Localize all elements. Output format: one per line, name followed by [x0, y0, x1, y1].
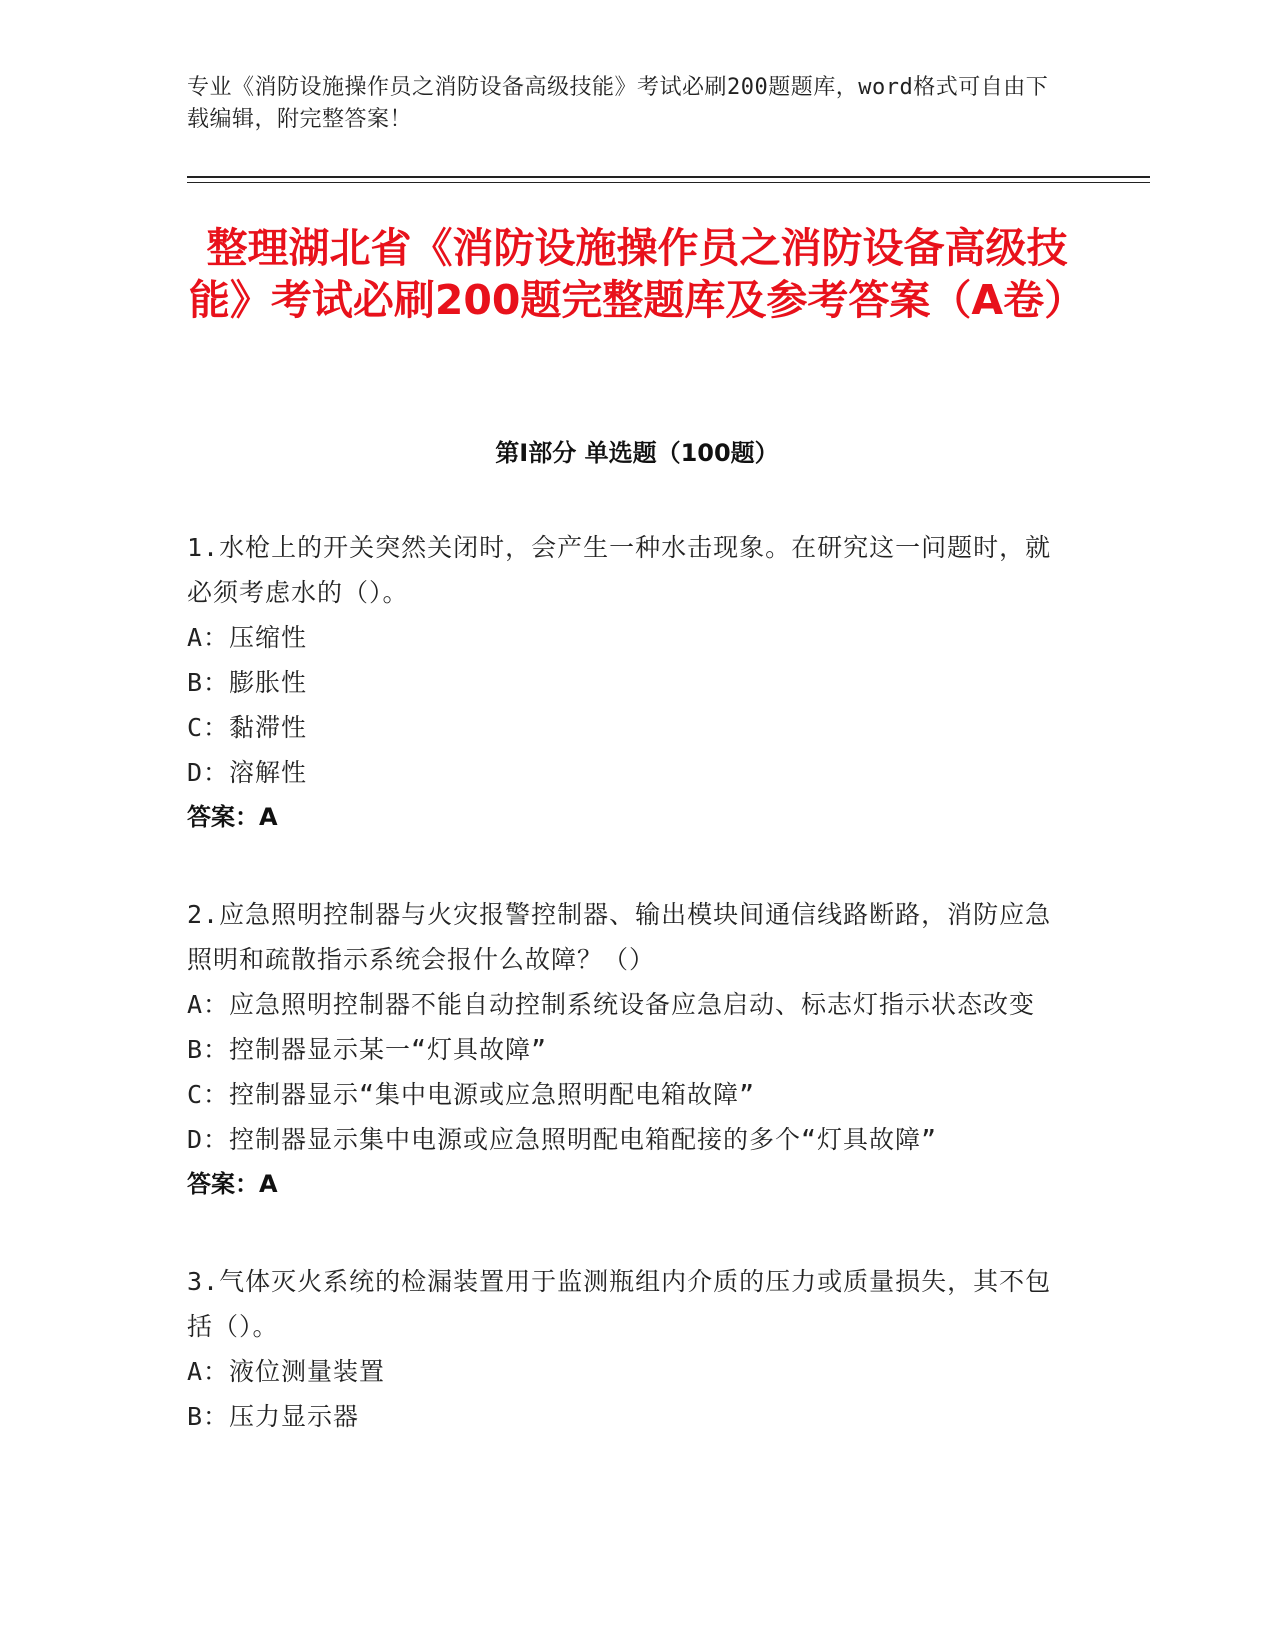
option-key: B：	[187, 1402, 230, 1431]
question-1	[187, 525, 1067, 840]
option-text: 膨胀性	[229, 668, 308, 697]
option-text: 压缩性	[229, 623, 308, 652]
option-key: B：	[187, 1035, 230, 1064]
option-c	[187, 705, 1067, 750]
option-text: 控制器显示某一“灯具故障”	[229, 1035, 548, 1064]
option-key: D：	[187, 758, 230, 787]
option-a	[187, 982, 1067, 1027]
option-key: D：	[187, 1125, 230, 1154]
option-key: A：	[187, 1357, 230, 1386]
option-key: C：	[187, 1080, 230, 1109]
option-key: A：	[187, 623, 230, 652]
section-heading: 第I部分 单选题（100题）	[495, 439, 779, 467]
answer: 答案：A	[187, 803, 278, 831]
option-key: A：	[187, 990, 230, 1019]
option-text: 压力显示器	[229, 1402, 360, 1431]
option-text: 控制器显示“集中电源或应急照明配电箱故障”	[229, 1080, 756, 1109]
question-list	[187, 525, 1067, 1491]
option-d	[187, 750, 1067, 795]
option-b	[187, 660, 1067, 705]
option-d	[187, 1117, 1067, 1162]
option-b	[187, 1394, 1067, 1439]
question-3	[187, 1259, 1067, 1439]
header-rule-thin	[187, 182, 1150, 183]
option-text: 控制器显示集中电源或应急照明配电箱配接的多个“灯具故障”	[229, 1125, 938, 1154]
option-key: C：	[187, 713, 230, 742]
question-stem: 2.应急照明控制器与火灾报警控制器、输出模块间通信线路断路，消防应急照明和疏散指示系统会报什么故障？（）	[187, 900, 1052, 974]
option-text: 应急照明控制器不能自动控制系统设备应急启动、标志灯指示状态改变	[229, 990, 1036, 1019]
header-rule-thick	[187, 176, 1150, 178]
option-b	[187, 1027, 1067, 1072]
document-title: 整理湖北省《消防设施操作员之消防设备高级技能》考试必刷200题完整题库及参考答案（A卷）	[188, 224, 1086, 324]
option-text: 溶解性	[229, 758, 308, 787]
option-a	[187, 1349, 1067, 1394]
header-note: 专业《消防设施操作员之消防设备高级技能》考试必刷200题题库，word格式可自由下载编辑，附完整答案！	[187, 75, 1049, 132]
question-stem: 3.气体灭火系统的检漏装置用于监测瓶组内介质的压力或质量损失，其不包括（）。	[187, 1267, 1052, 1341]
answer: 答案：A	[187, 1170, 278, 1198]
option-c	[187, 1072, 1067, 1117]
question-2	[187, 892, 1067, 1207]
option-key: B：	[187, 668, 230, 697]
option-text: 黏滞性	[229, 713, 308, 742]
option-text: 液位测量装置	[229, 1357, 386, 1386]
option-a	[187, 615, 1067, 660]
question-stem: 1.水枪上的开关突然关闭时，会产生一种水击现象。在研究这一问题时，就必须考虑水的（）。	[187, 533, 1052, 607]
